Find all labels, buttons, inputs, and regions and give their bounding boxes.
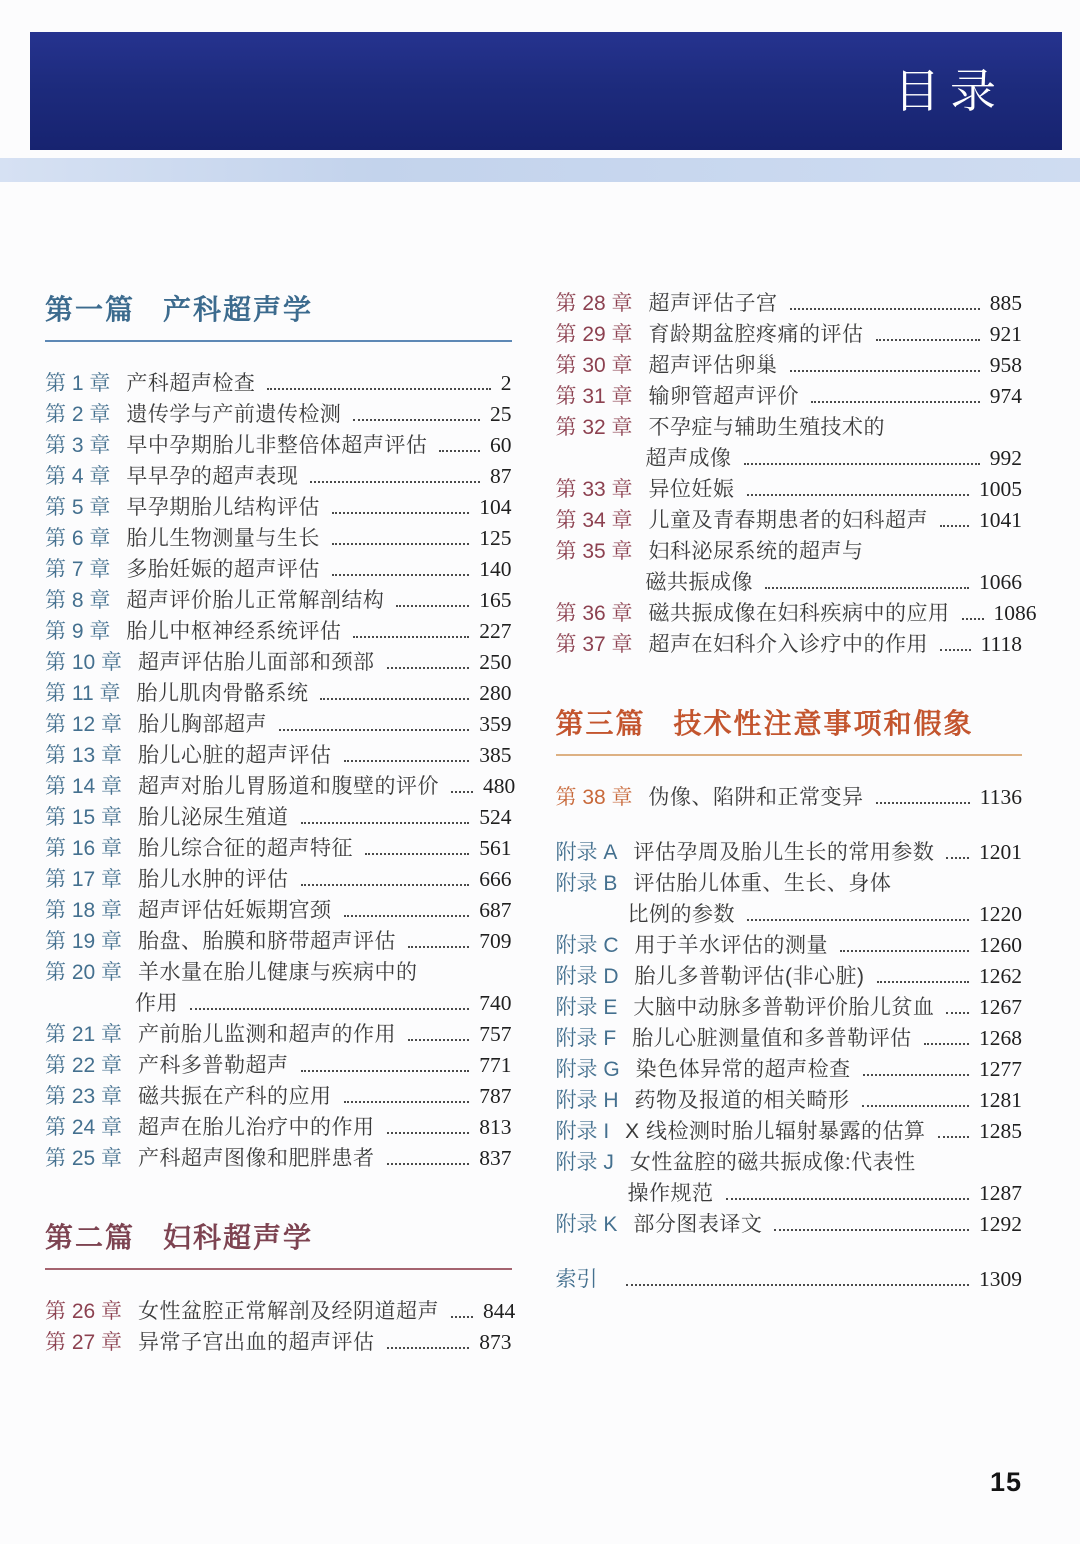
- toc-entry-continued: [556, 1178, 1023, 1209]
- toc-content: [45, 288, 1037, 1358]
- entry-label: 附录 A: [555, 841, 618, 864]
- entry-title: 不孕症与辅助生殖技术的: [648, 416, 886, 439]
- dot-leader: [353, 636, 469, 638]
- entry-indent: [45, 1009, 135, 1010]
- entry-label: 第 7 章: [45, 558, 111, 581]
- dot-leader: [876, 339, 980, 341]
- dot-leader: [811, 401, 980, 403]
- entry-page: 813: [479, 1115, 512, 1139]
- toc-entry: [556, 505, 1023, 536]
- entry-label: 附录 B: [555, 872, 618, 895]
- toc-entry: [556, 1209, 1023, 1240]
- entry-title-line2: 比例的参数: [627, 903, 735, 926]
- right-column: [555, 288, 1037, 1295]
- toc-entry: [45, 430, 512, 461]
- entry-page: 1287: [979, 1181, 1022, 1205]
- divider-strip: [0, 158, 1080, 182]
- entry-title: 药物及报道的相关畸形: [634, 1089, 850, 1112]
- dot-leader: [962, 618, 984, 620]
- entry-label: 第 29 章: [555, 323, 633, 346]
- entry-title: 产科多普勒超声: [138, 1054, 289, 1077]
- entry-label: 第 18 章: [45, 899, 123, 922]
- entry-title: 评估胎儿体重、生长、身体: [633, 872, 892, 895]
- entry-label: 第 14 章: [45, 775, 123, 798]
- toc-entry: [556, 1116, 1023, 1147]
- entry-title: 女性盆腔正常解剖及经阴道超声: [138, 1300, 440, 1323]
- dot-leader: [387, 667, 470, 669]
- toc-entry: [556, 1023, 1023, 1054]
- entry-page: 1066: [979, 570, 1022, 594]
- entry-title: 妇科泌尿系统的超声与: [648, 540, 864, 563]
- entry-title: 超声对胎儿胃肠道和腹壁的评价: [138, 775, 440, 798]
- dot-leader: [408, 1039, 469, 1041]
- dot-leader: [790, 370, 980, 372]
- header-bar: [30, 32, 1062, 150]
- section-number: 第二篇: [45, 1222, 136, 1253]
- entry-page: 666: [479, 867, 512, 891]
- toc-entry: [45, 461, 512, 492]
- toc-entry: [45, 926, 512, 957]
- entry-label: 第 10 章: [45, 651, 123, 674]
- toc-entry: [556, 536, 1023, 567]
- dot-leader: [387, 1163, 470, 1165]
- entry-title: 产科超声检查: [126, 372, 256, 395]
- toc-entry: [556, 1264, 1023, 1295]
- entry-title: 部分图表译文: [633, 1213, 763, 1236]
- left-column: [45, 288, 516, 1358]
- entry-page: 709: [479, 929, 512, 953]
- section-heading: [556, 702, 1023, 756]
- toc-entry: [45, 1019, 512, 1050]
- toc-entry: [556, 992, 1023, 1023]
- entry-label: 附录 G: [555, 1058, 620, 1081]
- toc-entry: [45, 740, 512, 771]
- entry-title: 评估孕周及胎儿生长的常用参数: [633, 841, 935, 864]
- toc-entry: [556, 629, 1023, 660]
- entry-page: 1281: [979, 1088, 1022, 1112]
- entry-title: 产前胎儿监测和超声的作用: [138, 1023, 397, 1046]
- entry-label: 第 21 章: [45, 1023, 123, 1046]
- entry-label: 第 20 章: [45, 961, 123, 984]
- entry-label: 第 19 章: [45, 930, 123, 953]
- entry-title: 胎儿水肿的评估: [138, 868, 289, 891]
- entry-title-line2: 操作规范: [627, 1182, 714, 1205]
- entry-page: 958: [989, 353, 1022, 377]
- entry-title: 胎儿中枢神经系统评估: [126, 620, 342, 643]
- dot-leader: [301, 822, 470, 824]
- entry-title-line2: 磁共振成像: [645, 571, 753, 594]
- entry-title: 胎儿心脏的超声评估: [138, 744, 332, 767]
- dot-leader: [353, 419, 480, 421]
- entry-title: 超声评估子宫: [648, 292, 778, 315]
- entry-page: 227: [479, 619, 512, 643]
- toc-entry-continued: [556, 443, 1023, 474]
- entry-page: 1118: [980, 632, 1022, 656]
- toc-entry: [45, 1296, 516, 1327]
- toc-entry: [555, 598, 1037, 629]
- entry-title: 胎盘、胎膜和脐带超声评估: [138, 930, 397, 953]
- dot-leader: [726, 1198, 970, 1200]
- section-number: 第一篇: [45, 294, 136, 325]
- entry-page: 524: [479, 805, 512, 829]
- entry-title: 遗传学与产前遗传检测: [126, 403, 342, 426]
- dot-leader: [940, 649, 971, 651]
- entry-label: 第 13 章: [45, 744, 123, 767]
- dot-leader: [744, 463, 980, 465]
- entry-label: 第 6 章: [45, 527, 111, 550]
- entry-title: 异位妊娠: [648, 478, 735, 501]
- toc-entry: [556, 868, 1023, 899]
- dot-leader: [747, 494, 969, 496]
- footer-page-number: 15: [989, 1467, 1022, 1497]
- toc-entry-continued: [556, 567, 1023, 598]
- entry-page: 740: [479, 991, 512, 1015]
- toc-entry-continued: [556, 899, 1023, 930]
- entry-label: 第 22 章: [45, 1054, 123, 1077]
- toc-entry: [45, 368, 512, 399]
- entry-label: 第 32 章: [555, 416, 633, 439]
- dot-leader: [439, 450, 480, 452]
- toc-entry: [556, 381, 1023, 412]
- entry-label: 第 3 章: [45, 434, 111, 457]
- entry-label: 第 27 章: [45, 1331, 123, 1354]
- entry-label: 第 36 章: [555, 602, 633, 625]
- entry-label: 第 2 章: [45, 403, 111, 426]
- entry-page: 1136: [979, 785, 1022, 809]
- entry-label: 第 15 章: [45, 806, 123, 829]
- toc-entry: [45, 1327, 512, 1358]
- entry-title: 儿童及青春期患者的妇科超声: [648, 509, 929, 532]
- entry-title: 超声评估胎儿面部和颈部: [138, 651, 375, 674]
- dot-leader: [840, 950, 969, 952]
- entry-label: 第 23 章: [45, 1085, 123, 1108]
- section-title: 妇科超声学: [163, 1222, 314, 1253]
- entry-page: 921: [989, 322, 1022, 346]
- entry-page: 1201: [979, 840, 1022, 864]
- toc-entry: [45, 895, 512, 926]
- entry-title: 女性盆腔的磁共振成像:代表性: [629, 1151, 916, 1174]
- dot-leader: [332, 574, 469, 576]
- entry-page: 280: [479, 681, 512, 705]
- entry-page: 974: [989, 384, 1022, 408]
- dot-leader: [387, 1132, 470, 1134]
- toc-entry: [45, 957, 512, 988]
- entry-title: 胎儿泌尿生殖道: [138, 806, 289, 829]
- toc-entry: [556, 319, 1023, 350]
- dot-leader: [310, 481, 480, 483]
- entry-indent: [556, 464, 646, 465]
- dot-leader: [862, 1105, 970, 1107]
- entry-label: 第 9 章: [45, 620, 111, 643]
- toc-entry: [45, 1081, 512, 1112]
- entry-title: 用于羊水评估的测量: [634, 934, 828, 957]
- entry-page: 125: [479, 526, 512, 550]
- toc-entry: [45, 585, 512, 616]
- dot-leader: [267, 388, 490, 390]
- entry-page: 1220: [979, 902, 1022, 926]
- dot-leader: [320, 698, 469, 700]
- entry-page: 104: [479, 495, 512, 519]
- entry-title: 胎儿胸部超声: [138, 713, 268, 736]
- entry-page: 1041: [979, 508, 1022, 532]
- entry-title: 产科超声图像和肥胖患者: [138, 1147, 375, 1170]
- entry-page: 885: [989, 291, 1022, 315]
- toc-entry: [556, 1054, 1023, 1085]
- entry-title: 育龄期盆腔疼痛的评估: [648, 323, 864, 346]
- toc-entry: [556, 782, 1023, 813]
- entry-page: 60: [490, 433, 512, 457]
- entry-page: 1292: [979, 1212, 1022, 1236]
- entry-page: 757: [479, 1022, 512, 1046]
- entry-indent: [556, 1199, 628, 1200]
- toc-entry: [45, 1112, 512, 1143]
- toc-entry: [45, 523, 512, 554]
- toc-entry: [556, 961, 1023, 992]
- entry-page: 140: [479, 557, 512, 581]
- entry-label: 第 26 章: [45, 1300, 123, 1323]
- dot-leader: [946, 1012, 969, 1014]
- entry-label: 第 35 章: [555, 540, 633, 563]
- entry-page: 1005: [979, 477, 1022, 501]
- dot-leader: [765, 587, 969, 589]
- dot-leader: [408, 946, 469, 948]
- entry-label: 第 34 章: [555, 509, 633, 532]
- entry-label: 附录 C: [555, 934, 619, 957]
- entry-label: 第 8 章: [45, 589, 111, 612]
- toc-entry: [45, 1143, 512, 1174]
- dot-leader: [938, 1136, 969, 1138]
- section-heading: [45, 1216, 512, 1270]
- dot-leader: [344, 1101, 470, 1103]
- toc-entry: [45, 833, 512, 864]
- section-heading: [45, 288, 512, 342]
- entry-page: 1268: [979, 1026, 1022, 1050]
- entry-title: 磁共振成像在妇科疾病中的应用: [648, 602, 950, 625]
- entry-label: 第 24 章: [45, 1116, 123, 1139]
- entry-title: 早中孕期胎儿非整倍体超声评估: [126, 434, 428, 457]
- entry-page: 561: [479, 836, 512, 860]
- section-title: 产科超声学: [163, 294, 314, 325]
- entry-title: 伪像、陷阱和正常变异: [648, 786, 864, 809]
- toc-entry: [45, 1050, 512, 1081]
- toc-entry: [556, 1147, 1023, 1178]
- dot-leader: [946, 857, 969, 859]
- spacer: [556, 1240, 1023, 1264]
- entry-title: 输卵管超声评价: [648, 385, 800, 408]
- entry-indent: [556, 920, 628, 921]
- entry-title: 超声在妇科介入诊疗中的作用: [648, 633, 929, 656]
- entry-label: 第 25 章: [45, 1147, 123, 1170]
- entry-title: 磁共振在产科的应用: [138, 1085, 332, 1108]
- entry-title: 异常子宫出血的超声评估: [138, 1331, 375, 1354]
- toc-entry: [556, 837, 1023, 868]
- entry-label: 第 16 章: [45, 837, 123, 860]
- entry-title-line2: 作用: [135, 992, 178, 1015]
- dot-leader: [747, 919, 969, 921]
- dot-leader: [626, 1284, 970, 1286]
- entry-title: 胎儿综合征的超声特征: [138, 837, 354, 860]
- entry-title: 大脑中动脉多普勒评价胎儿贫血: [633, 996, 935, 1019]
- dot-leader: [451, 791, 473, 793]
- entry-label: 第 4 章: [45, 465, 111, 488]
- entry-page: 771: [479, 1053, 512, 1077]
- entry-page: 687: [479, 898, 512, 922]
- page-title: 目录: [894, 65, 1006, 117]
- entry-page: 1285: [979, 1119, 1022, 1143]
- entry-page: 359: [479, 712, 512, 736]
- toc-entry: [556, 350, 1023, 381]
- dot-leader: [301, 1070, 470, 1072]
- entry-title-line2: 超声成像: [645, 447, 732, 470]
- entry-label: 第 17 章: [45, 868, 123, 891]
- entry-title: 胎儿多普勒评估(非心脏): [634, 965, 865, 988]
- toc-entry: [556, 930, 1023, 961]
- entry-label: 第 31 章: [555, 385, 633, 408]
- entry-page: 165: [479, 588, 512, 612]
- entry-label: 第 38 章: [555, 786, 633, 809]
- entry-page: 1267: [979, 995, 1022, 1019]
- dot-leader: [877, 981, 970, 983]
- entry-page: 787: [479, 1084, 512, 1108]
- entry-title: 胎儿生物测量与生长: [126, 527, 320, 550]
- entry-page: 1277: [979, 1057, 1022, 1081]
- toc-entry: [45, 554, 512, 585]
- toc-entry: [556, 1085, 1023, 1116]
- entry-indent: [556, 588, 646, 589]
- dot-leader: [774, 1229, 969, 1231]
- entry-label: 附录 K: [555, 1213, 618, 1236]
- toc-entry: [45, 492, 512, 523]
- toc-entry: [45, 616, 512, 647]
- dot-leader: [344, 915, 470, 917]
- entry-label: 第 33 章: [555, 478, 633, 501]
- section-number: 第三篇: [555, 708, 646, 739]
- toc-entry: [45, 709, 512, 740]
- entry-label: 附录 D: [555, 965, 619, 988]
- entry-page: 1262: [979, 964, 1022, 988]
- entry-title: 超声评价胎儿正常解剖结构: [126, 589, 385, 612]
- entry-title: 超声在胎儿治疗中的作用: [138, 1116, 375, 1139]
- entry-title: X 线检测时胎儿辐射暴露的估算: [625, 1120, 926, 1143]
- toc-entry-continued: [45, 988, 512, 1019]
- entry-page: 1260: [979, 933, 1022, 957]
- dot-leader: [387, 1347, 470, 1349]
- entry-page: 1086: [993, 601, 1037, 625]
- toc-entry: [45, 647, 512, 678]
- dot-leader: [396, 605, 469, 607]
- entry-title: 胎儿肌肉骨骼系统: [136, 682, 309, 705]
- entry-title: 早早孕的超声表现: [126, 465, 299, 488]
- entry-page: 992: [989, 446, 1022, 470]
- entry-title: 早孕期胎儿结构评估: [126, 496, 320, 519]
- entry-label: 第 12 章: [45, 713, 123, 736]
- entry-page: 385: [479, 743, 512, 767]
- toc-entry: [556, 288, 1023, 319]
- toc-entry: [556, 412, 1023, 443]
- dot-leader: [301, 884, 470, 886]
- toc-entry: [45, 864, 512, 895]
- entry-label: 第 1 章: [45, 372, 111, 395]
- dot-leader: [332, 543, 469, 545]
- entry-page: 480: [483, 774, 516, 798]
- entry-title: 胎儿心脏测量值和多普勒评估: [632, 1027, 912, 1050]
- dot-leader: [365, 853, 469, 855]
- entry-label: 第 30 章: [555, 354, 633, 377]
- entry-title: 超声评估卵巢: [648, 354, 778, 377]
- entry-label: 附录 I: [555, 1120, 610, 1143]
- entry-label: 附录 E: [555, 996, 618, 1019]
- entry-label: 附录 F: [555, 1027, 617, 1050]
- entry-label: 第 5 章: [45, 496, 111, 519]
- dot-leader: [332, 512, 469, 514]
- entry-label: 第 11 章: [45, 682, 121, 705]
- entry-title: 多胎妊娠的超声评估: [126, 558, 320, 581]
- entry-label: 第 37 章: [555, 633, 633, 656]
- entry-page: 873: [479, 1330, 512, 1354]
- dot-leader: [344, 760, 470, 762]
- dot-leader: [863, 1074, 969, 1076]
- dot-leader: [940, 525, 969, 527]
- entry-title: 染色体异常的超声检查: [635, 1058, 851, 1081]
- entry-page: 25: [490, 402, 512, 426]
- entry-page: 837: [479, 1146, 512, 1170]
- entry-page: 844: [483, 1299, 516, 1323]
- dot-leader: [876, 802, 970, 804]
- spacer: [556, 813, 1023, 837]
- toc-entry: [556, 474, 1023, 505]
- entry-page: 87: [490, 464, 512, 488]
- entry-page: 2: [500, 371, 512, 395]
- entry-page: 1309: [979, 1267, 1022, 1291]
- entry-title: 羊水量在胎儿健康与疾病中的: [138, 961, 418, 984]
- entry-page: 250: [479, 650, 512, 674]
- section-title: 技术性注意事项和假象: [673, 708, 974, 739]
- entry-label: 第 28 章: [555, 292, 633, 315]
- dot-leader: [279, 729, 469, 731]
- toc-entry: [45, 399, 512, 430]
- dot-leader: [451, 1316, 473, 1318]
- toc-entry: [45, 678, 512, 709]
- toc-entry: [45, 771, 516, 802]
- entry-label: 附录 J: [555, 1151, 614, 1174]
- entry-title: 超声评估妊娠期宫颈: [138, 899, 332, 922]
- dot-leader: [790, 308, 980, 310]
- toc-entry: [45, 802, 512, 833]
- entry-label: 索引: [555, 1268, 598, 1291]
- entry-label: 附录 H: [555, 1089, 619, 1112]
- dot-leader: [190, 1008, 469, 1010]
- dot-leader: [924, 1043, 969, 1045]
